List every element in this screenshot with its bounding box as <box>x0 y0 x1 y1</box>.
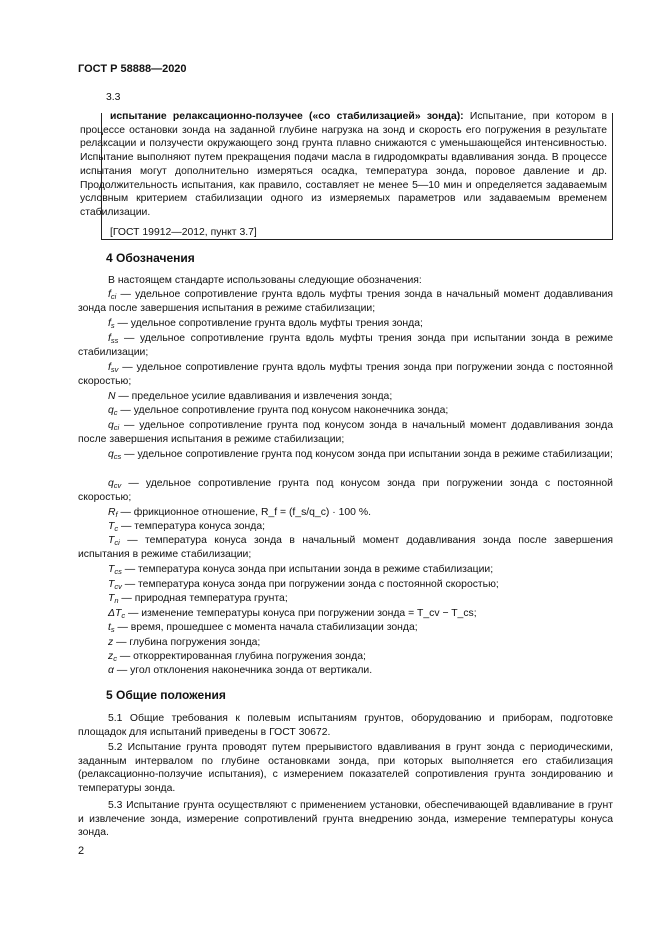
term-definition <box>80 110 607 220</box>
term-source: [ГОСТ 19912—2012, пункт 3.7] <box>110 227 257 238</box>
term-title: испытание релаксационно-ползучее («со стабилизацией» зонда): <box>110 111 464 122</box>
symbol-item: $q_{ci}$ — удельное сопротивление грунта под конусом зонда в начальный момент додавливания зонда после завершения испытания в режиме стабилизации; <box>78 420 613 445</box>
section-4-heading: 4 Обозначения <box>106 251 195 265</box>
page-number: 2 <box>78 845 85 857</box>
paragraph-5-2: 5.2 Испытание грунта проводят путем прерывистого вдавливания в грунт зонда с периодическими, заданным интервалом по глубине остановками зонда, при которых выполняется его стабилизация (релаксационно-ползучие испытания), с измерением показателей сопротивления грунта зондированию и температуры зонда. <box>78 742 613 795</box>
symbol-item: z — глубина погружения зонда; <box>108 637 261 648</box>
symbol-item: $T_{ci}$ — температура конуса зонда в начальный момент додавливания зонда после завершения испытания в режиме стабилизации; <box>78 535 613 560</box>
symbol-item: $T_{cs}$ — температура конуса зонда при испытании зонда в режиме стабилизации; <box>108 564 494 576</box>
symbol-item: $q_c$ — удельное сопротивление грунта под конусом наконечника зонда; <box>108 405 449 417</box>
section-5-heading: 5 Общие положения <box>106 688 226 702</box>
symbol-item: $T_{cv}$ — температура конуса зонда при погружении зонда с постоянной скоростью; <box>108 579 499 591</box>
section-4-intro: В настоящем стандарте использованы следующие обозначения: <box>108 275 422 286</box>
symbol-item: $f_s$ — удельное сопротивление грунта вдоль муфты трения зонда; <box>108 318 423 330</box>
symbol-item: $\Delta T_c$ — изменение температуры конуса при погружении зонда = T_cv − T_cs; <box>108 608 477 620</box>
term-number: 3.3 <box>106 92 121 103</box>
symbol-item: $T_n$ — природная температура грунта; <box>108 593 288 605</box>
paragraph-5-1: 5.1 Общие требования к полевым испытаниям грунтов, оборудованию и приборам, подготовке площадок для испытаний приведены в ГОСТ 30672. <box>78 713 613 738</box>
symbol-item: N — предельное усилие вдавливания и извлечения зонда; <box>108 391 393 402</box>
symbol-item: $f_{sv}$ — удельное сопротивление грунта вдоль муфты трения зонда при погружении зонда с постоянной скоростью; <box>78 362 613 387</box>
symbol-item: α — угол отклонения наконечника зонда от вертикали. <box>108 665 373 676</box>
symbol-item: $z_c$ — откорректированная глубина погружения зонда; <box>108 651 366 663</box>
symbol-item: $q_{cv}$ — удельное сопротивление грунта под конусом зонда при погружении зонда с постоянной скоростью; <box>78 478 613 503</box>
symbol-item: $q_{cs}$ — удельное сопротивление грунта под конусом зонда при испытании зонда в режиме стабилизации; <box>108 449 613 461</box>
symbol-item: $t_s$ — время, прошедшее с момента начала стабилизации зонда; <box>108 622 418 634</box>
symbol-item: $f_{ss}$ — удельное сопротивление грунта вдоль муфты трения зонда при испытании зонда в режиме стабилизации; <box>78 333 613 358</box>
symbol-item: $T_c$ — температура конуса зонда; <box>108 521 265 533</box>
symbol-item: $f_{ci}$ — удельное сопротивление грунта вдоль муфты трения зонда в начальный момент додавливания зонда после завершения испытания в режиме стабилизации; <box>78 289 613 314</box>
term-text: Испытание, при котором в процессе остановки зонда на заданной глубине нагрузка на зонд и скорость его погружения в результате релаксации и ползучести окружающего зонд грунта плавно снижаются с уменьшающейся интенсивностью. Испытание выполняют путем прекращения подачи масла в гидродомкраты вдавливания зонда. В процессе испытания могут дополнительно измеряться осадка, температура зонда, поровое давление и др. Продолжительность испытания, как правило, составляет не менее 5—10 мин и определяется задаваемым условным критерием стабилизации одного из измеряемых параметров или задаваемым временем стабилизации. <box>80 111 607 218</box>
standard-header: ГОСТ Р 58888—2020 <box>78 63 187 75</box>
symbol-item: $R_f$ — фрикционное отношение, R_f = (f_s/q_c) · 100 %. <box>108 507 371 519</box>
paragraph-5-3: 5.3 Испытание грунта осуществляют с применением установки, обеспечивающей вдавливание в грунт и извлечение зонда, измерение сопротивлений грунта внедрению зонда, измерение температуры конуса зонда. <box>78 800 613 839</box>
